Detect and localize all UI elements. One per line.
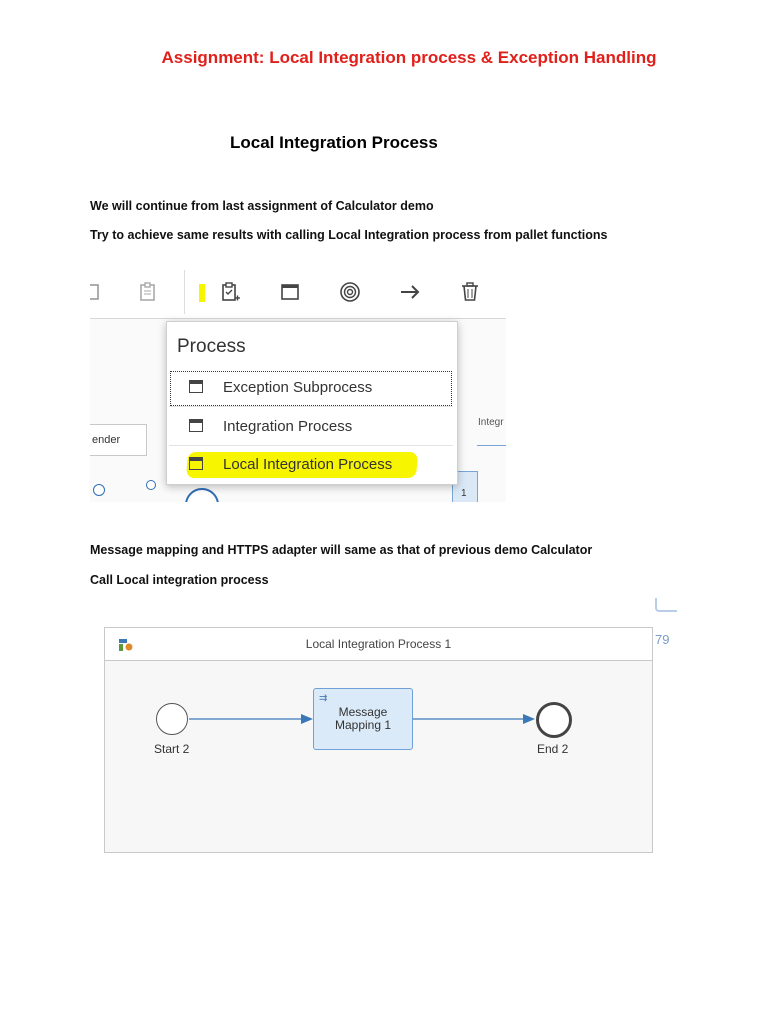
process-clipboard-icon[interactable] bbox=[218, 280, 242, 304]
cropped-element-corner bbox=[655, 598, 677, 612]
step-number: 1 bbox=[461, 488, 467, 499]
menu-item-integration-process[interactable] bbox=[169, 409, 453, 446]
menu-item-label: Local Integration Process bbox=[223, 456, 393, 473]
highlight-marker bbox=[199, 284, 205, 302]
start-event[interactable] bbox=[156, 703, 188, 735]
palette-toolbar bbox=[90, 266, 506, 319]
copy-icon[interactable] bbox=[90, 280, 106, 304]
task-label-line1: Message bbox=[338, 705, 388, 719]
process-title: Local Integration Process 1 bbox=[305, 637, 452, 651]
paragraph-call-note: Call Local integration process bbox=[90, 573, 269, 587]
paragraph-intro: We will continue from last assignment of Calculator demo bbox=[90, 199, 434, 213]
toolbar-separator bbox=[184, 270, 185, 314]
sender-participant: ender bbox=[90, 424, 147, 456]
process-screenshot bbox=[104, 627, 653, 853]
connector-line bbox=[477, 445, 506, 446]
start-event-label: Start 2 bbox=[154, 742, 190, 756]
connector-circle bbox=[146, 480, 156, 490]
menu-heading: Process bbox=[177, 336, 246, 357]
document-title: Assignment: Local Integration process & Exception Handling bbox=[161, 48, 657, 67]
menu-item-label: Exception Subprocess bbox=[223, 379, 373, 396]
message-mapping-task[interactable] bbox=[313, 688, 413, 750]
end-event[interactable] bbox=[536, 702, 572, 738]
paragraph-mapping-note: Message mapping and HTTPS adapter will same as that of previous demo Calculator bbox=[90, 543, 593, 557]
window-icon[interactable] bbox=[278, 280, 302, 304]
side-value: 79 bbox=[655, 632, 670, 647]
arrow-right-icon[interactable] bbox=[398, 280, 422, 304]
target-icon[interactable] bbox=[338, 280, 362, 304]
menu-item-exception-subprocess[interactable] bbox=[169, 370, 453, 407]
task-label-line2: Mapping 1 bbox=[334, 718, 392, 732]
mapping-icon: ⇉ bbox=[319, 693, 328, 704]
start-event-circle bbox=[93, 484, 105, 496]
window-icon bbox=[189, 419, 203, 432]
trash-icon[interactable] bbox=[458, 280, 482, 304]
window-icon bbox=[189, 457, 203, 470]
window-icon bbox=[189, 380, 203, 393]
paragraph-instruction: Try to achieve same results with calling Local Integration process from pallet functions bbox=[90, 228, 608, 242]
integration-participant-label: Integr bbox=[478, 417, 504, 428]
palette-screenshot bbox=[90, 266, 506, 502]
end-event-label: End 2 bbox=[537, 742, 569, 756]
menu-item-local-integration-process[interactable] bbox=[169, 447, 453, 483]
process-palette-menu bbox=[166, 321, 458, 485]
task-label bbox=[314, 706, 412, 732]
menu-item-label: Integration Process bbox=[223, 418, 353, 435]
paste-icon[interactable] bbox=[136, 280, 160, 304]
section-heading: Local Integration Process bbox=[230, 133, 438, 152]
